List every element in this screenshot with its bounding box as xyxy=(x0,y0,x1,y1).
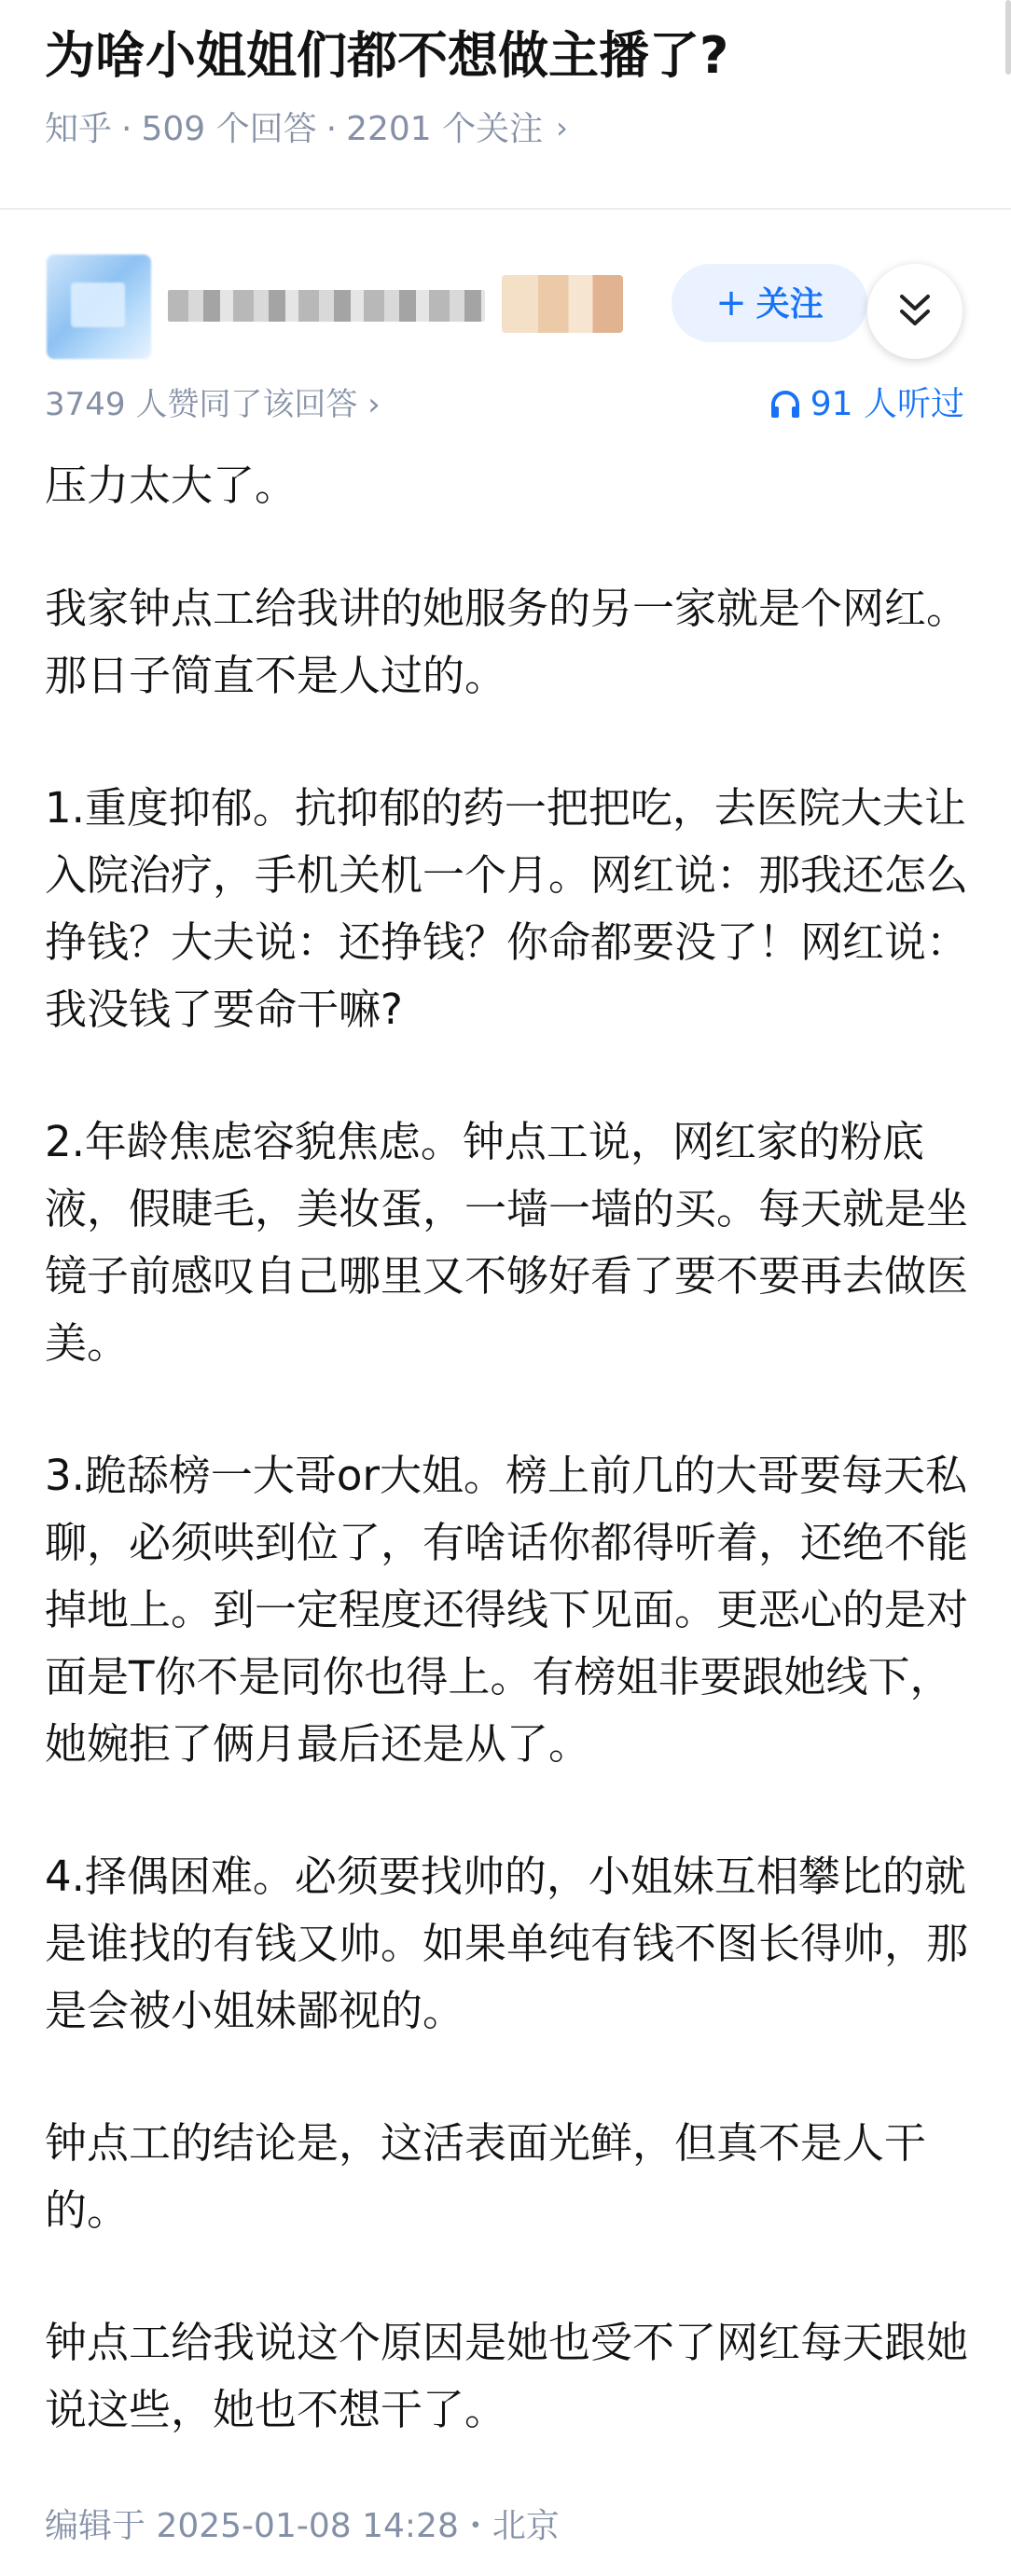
source-label: 知乎 xyxy=(45,110,113,148)
question-title[interactable]: 为啥小姐姐们都不想做主播了? xyxy=(45,26,729,85)
follow-label: 关注 xyxy=(755,285,824,324)
answer-paragraph: 压力太大了。 xyxy=(45,461,298,510)
listen-stat[interactable] xyxy=(769,377,964,433)
answer-paragraph: 钟点工的结论是，这活表面光鲜，但真不是人干的。 xyxy=(45,2118,927,2235)
author-bar xyxy=(0,210,1011,387)
double-chevron-down-icon xyxy=(898,293,932,330)
edit-info: 编辑于 2025-01-08 14:28・北京 xyxy=(45,2507,560,2545)
plus-icon: + xyxy=(715,282,747,324)
question-header[interactable] xyxy=(0,0,1011,209)
question-meta[interactable] xyxy=(45,104,568,153)
meta-separator: · xyxy=(121,110,132,148)
author-name-redacted[interactable] xyxy=(168,290,485,322)
answer-paragraph: 我家钟点工给我讲的她服务的另一家就是个网红。那日子简直不是人过的。 xyxy=(45,584,969,700)
answer-paragraph: 2.年龄焦虑容貌焦虑。钟点工说，网红家的粉底液，假睫毛，美妆蛋，一墙一墙的买。每天就是坐镜子前感叹自己哪里又不够好看了要不要再去做医美。 xyxy=(45,1117,969,1368)
stats-row xyxy=(0,377,1011,433)
answer-body xyxy=(45,452,968,2509)
meta-separator: · xyxy=(325,110,338,148)
answer-paragraph: 钟点工给我说这个原因是她也受不了网红每天跟她说这些，她也不想干了。 xyxy=(45,2318,969,2434)
chevron-right-icon: › xyxy=(556,110,568,145)
answer-count: 509 个回答 xyxy=(141,110,317,148)
vote-summary[interactable]: 3749 人赞同了该回答 › xyxy=(45,386,381,423)
avatar[interactable] xyxy=(47,255,151,359)
answer-paragraph: 3.跪舔榜一大哥or大姐。榜上前几的大哥要每天私聊，必须哄到位了，有啥话你都得听着，还绝不能掉地上。到一定程度还得线下见面。更恶心的是对面是T你不是同你也得上。有榜姐非要跟她线下，她婉拒了俩月最后还是从了。 xyxy=(45,1451,969,1769)
follower-count: 2201 个关注 xyxy=(346,110,544,148)
answer-paragraph: 4.择偶困难。必须要找帅的，小姐妹互相攀比的就是谁找的有钱又帅。如果单纯有钱不图长得帅，那是会被小姐妹鄙视的。 xyxy=(45,1852,969,2035)
collapse-button[interactable] xyxy=(867,264,963,359)
headphones-icon xyxy=(769,390,801,420)
listen-count: 91 人听过 xyxy=(810,385,964,423)
author-badge-redacted xyxy=(502,275,623,333)
answer-paragraph: 1.重度抑郁。抗抑郁的药一把把吃，去医院大夫让入院治疗，手机关机一个月。网红说：那我还怎么挣钱？大夫说：还挣钱？你命都要没了！网红说：我没钱了要命干嘛? xyxy=(45,783,969,1034)
follow-button[interactable] xyxy=(672,264,867,342)
